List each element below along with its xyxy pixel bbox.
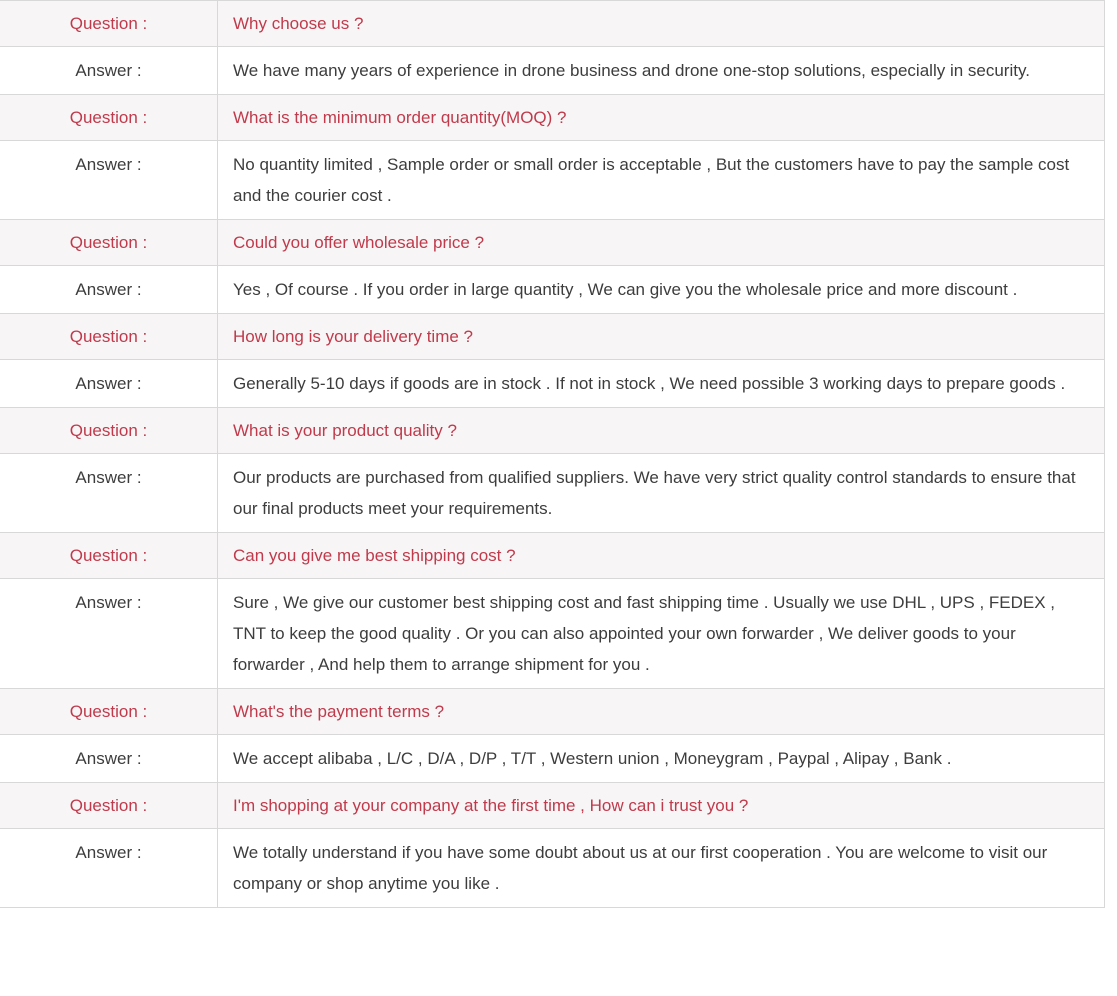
faq-question-row xyxy=(0,408,1104,454)
answer-label: Answer : xyxy=(0,579,218,688)
question-text: Why choose us ? xyxy=(233,14,364,33)
faq-question-row xyxy=(0,314,1104,360)
faq-answer-row xyxy=(0,829,1104,908)
question-text: I'm shopping at your company at the first time , How can i trust you ? xyxy=(233,796,749,815)
question-text: What is your product quality ? xyxy=(233,421,457,440)
question-label: Question : xyxy=(0,314,218,359)
faq-question-row xyxy=(0,1,1104,47)
faq-answer-row xyxy=(0,47,1104,95)
answer-text: Sure , We give our customer best shipping cost and fast shipping time . Usually we use DHL , UPS , FEDEX , TNT to keep the good quality . Or you can also appointed your own forwarder , We deliver goods to your forwarder , And help them to arrange shipment for you . xyxy=(233,593,1056,674)
answer-text: We have many years of experience in drone business and drone one-stop solutions, especially in security. xyxy=(233,61,1030,80)
answer-text: Yes , Of course . If you order in large quantity , We can give you the wholesale price and more discount . xyxy=(233,280,1018,299)
question-text: What's the payment terms ? xyxy=(233,702,445,721)
question-label: Question : xyxy=(0,533,218,578)
faq-answer-row xyxy=(0,579,1104,689)
faq-question-row xyxy=(0,220,1104,266)
faq-answer-row xyxy=(0,266,1104,314)
question-label: Question : xyxy=(0,689,218,734)
faq-answer-row xyxy=(0,360,1104,408)
answer-label: Answer : xyxy=(0,360,218,407)
question-text: Could you offer wholesale price ? xyxy=(233,233,485,252)
question-label: Question : xyxy=(0,1,218,46)
faq-question-row xyxy=(0,689,1104,735)
answer-label: Answer : xyxy=(0,454,218,532)
answer-label: Answer : xyxy=(0,829,218,907)
answer-label: Answer : xyxy=(0,141,218,219)
answer-text: Generally 5-10 days if goods are in stock . If not in stock , We need possible 3 working days to prepare goods . xyxy=(233,374,1066,393)
answer-label: Answer : xyxy=(0,735,218,782)
question-text: Can you give me best shipping cost ? xyxy=(233,546,516,565)
faq-question-row xyxy=(0,95,1104,141)
faq-answer-row xyxy=(0,735,1104,783)
question-text: What is the minimum order quantity(MOQ) ? xyxy=(233,108,567,127)
answer-text: No quantity limited , Sample order or small order is acceptable , But the customers have to pay the sample cost and the courier cost . xyxy=(233,155,1070,205)
answer-label: Answer : xyxy=(0,47,218,94)
answer-text: We accept alibaba , L/C , D/A , D/P , T/T , Western union , Moneygram , Paypal , Alipay , Bank . xyxy=(233,749,952,768)
answer-label: Answer : xyxy=(0,266,218,313)
question-label: Question : xyxy=(0,220,218,265)
faq-question-row xyxy=(0,533,1104,579)
question-label: Question : xyxy=(0,783,218,828)
answer-text: Our products are purchased from qualified suppliers. We have very strict quality control standards to ensure that our final products meet your requirements. xyxy=(233,468,1076,518)
faq-answer-row xyxy=(0,454,1104,533)
answer-text: We totally understand if you have some doubt about us at our first cooperation . You are welcome to visit our company or shop anytime you like . xyxy=(233,843,1048,893)
question-label: Question : xyxy=(0,95,218,140)
faq-question-row xyxy=(0,783,1104,829)
question-text: How long is your delivery time ? xyxy=(233,327,473,346)
question-label: Question : xyxy=(0,408,218,453)
faq-answer-row xyxy=(0,141,1104,220)
